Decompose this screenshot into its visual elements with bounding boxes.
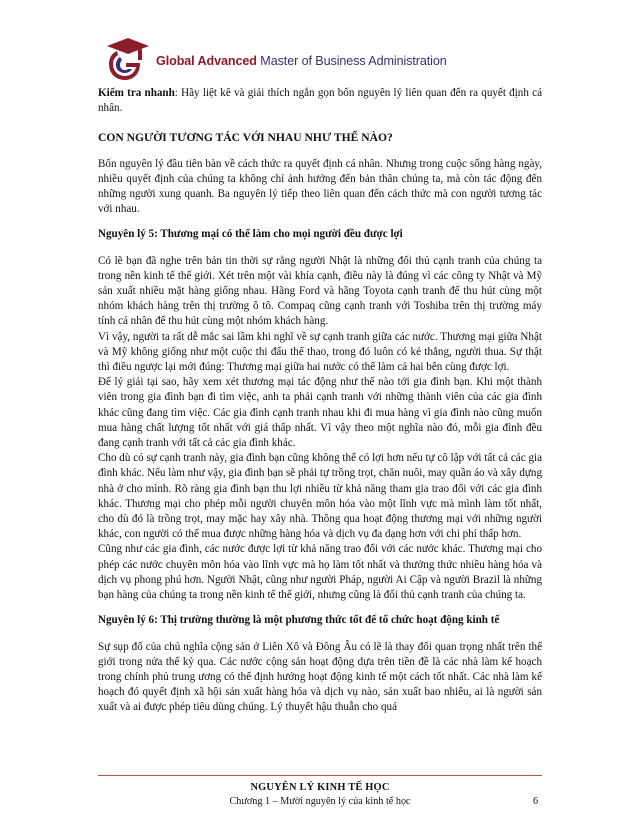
footer-divider (98, 775, 542, 776)
footer-title: NGUYÊN LÝ KINH TẾ HỌC (250, 782, 390, 793)
page-body (98, 86, 542, 716)
brand-name (156, 54, 447, 68)
footer-subtitle: Chương 1 – Mười nguyên lý của kinh tế học (229, 796, 411, 807)
section-intro: Bốn nguyên lý đầu tiên bàn về cách thức ra quyết định cá nhân. Nhưng trong cuộc sống hàng ngày, nhiều quyết định của chúng ta không chỉ ảnh hưởng đến bản thân chúng ta, mà còn tác động đến những người xung quanh. Ba nguyên lý tiếp theo liên quan đến cách thức mà con người tương tác với nhau. (98, 157, 542, 216)
header (104, 38, 544, 82)
quick-check-text: : Hãy liệt kê và giải thích ngắn gọn bốn nguyên lý liên quan đến ra quyết định cá nhân. (98, 87, 542, 115)
principle-5-paragraph: Có lẽ bạn đã nghe trên bản tin thời sự rằng người Nhật là những đối thủ cạnh tranh của chúng ta trong nền kinh tế thế giới. Xét trên một vài khía cạnh, điều này là đúng vì các công ty Nhật và Mỹ sản xuất nhiều mặt hàng giống nhau. Hãng Ford và hãng Toyota cạnh tranh để thu hút cùng một nhóm khách hàng trên thị trường ô tô. Compaq cũng cạnh tranh với Toshiba trên thị trường máy tính cá nhân để thu hút cùng một nhóm khách hàng. (98, 254, 542, 328)
page-number: 6 (533, 796, 539, 807)
principle-5-paragraph: Cũng như các gia đình, các nước được lợi từ khả năng trao đổi với các nước khác. Thương mại cho phép các nước chuyên môn hóa vào lĩnh vực mà họ làm tốt nhất và thưởng thức nhiều hàng hóa và dịch vụ phong phú hơn. Người Nhật, cũng như người Pháp, người Ai Cập và người Brazil là những bạn hàng của chúng ta trong nền kinh tế thế giới, nhưng cũng là đối thủ cạnh tranh của chúng ta. (98, 543, 542, 602)
principle-5-paragraph: Để lý giải tại sao, hãy xem xét thương mại tác động như thế nào tới gia đình bạn. Khi một thành viên trong gia đình bạn đi tìm việc, anh ta phải cạnh tranh với những thành viên của các gia đình khác cũng đang tìm việc. Các gia đình cạnh tranh nhau khi đi mua hàng vì gia đình nào cũng muốn mua hàng chất lượng tốt nhất với giá thấp nhất. Vì vậy theo một nghĩa nào đó, mỗi gia đình đều đang cạnh tranh với tất cả các gia đình khác. (98, 376, 542, 450)
brand-name-rest: Master of Business Administration (256, 54, 447, 68)
principle-6-heading: Nguyên lý 6: Thị trường thường là một phương thức tốt để tổ chức hoạt động kinh tế (98, 614, 500, 627)
principle-5-paragraph: Vì vậy, người ta rất dễ mắc sai lầm khi nghĩ về sự cạnh tranh giữa các nước. Thương mại giữa Nhật và Mỹ không giống như một cuộc thi đấu thể thao, trong đó luôn có kẻ thắng, người thua. Sự thật thì điều ngược lại mới đúng: Thương mại giữa hai nước có thể làm cả hai bên cùng được lợi. (98, 330, 542, 374)
quick-check (98, 86, 542, 116)
principle-6-paragraph: Sự sụp đổ của chủ nghĩa cộng sản ở Liên Xô và Đông Âu có lẽ là thay đổi quan trọng nhất trên thế giới trong nửa thế kỷ qua. Các nước cộng sản hoạt động dựa trên tiền đề là các nhà làm kế hoạch trong chính phủ trung ương có thể định hướng hoạt động kinh tế một cách tốt nhất. Các nhà làm kế hoạch đó quyết định xã hội sản xuất hàng hóa và dịch vụ nào, sản xuất bao nhiêu, ai là người sản xuất và ai được phép tiêu dùng chúng. Lý thuyết hậu thuẫn cho quá (98, 640, 542, 714)
section-heading: CON NGƯỜI TƯƠNG TÁC VỚI NHAU NHƯ THẾ NÀO? (98, 131, 393, 145)
principle-5-heading: Nguyên lý 5: Thương mại có thể làm cho mọi người đều được lợi (98, 228, 403, 241)
principle-5-paragraph: Cho dù có sự cạnh tranh này, gia đình bạn cũng không thể có lợi hơn nếu tự cô lập với tất cả các gia đình khác. Nếu làm như vậy, gia đình bạn sẽ phải tự trồng trọt, chăn nuôi, may quần áo và xây dựng nhà ở cho mình. Rõ ràng gia đình bạn thu lợi nhiều từ khả năng tham gia trao đổi với các gia đình khác. Thương mại cho phép mỗi người chuyên môn hóa vào một lĩnh vực mà mình làm tốt nhất, cho dù đó là trồng trọt, may mặc hay xây nhà. Thông qua hoạt động thương mại với những người khác, con người có thể mua được những hàng hóa và dịch vụ đa dạng hơn với chi phí thấp hơn. (98, 452, 543, 541)
brand-name-bold: Global Advanced (156, 54, 257, 68)
quick-check-label: Kiểm tra nhanh (98, 87, 175, 99)
shield-g-logo-icon (104, 38, 152, 82)
